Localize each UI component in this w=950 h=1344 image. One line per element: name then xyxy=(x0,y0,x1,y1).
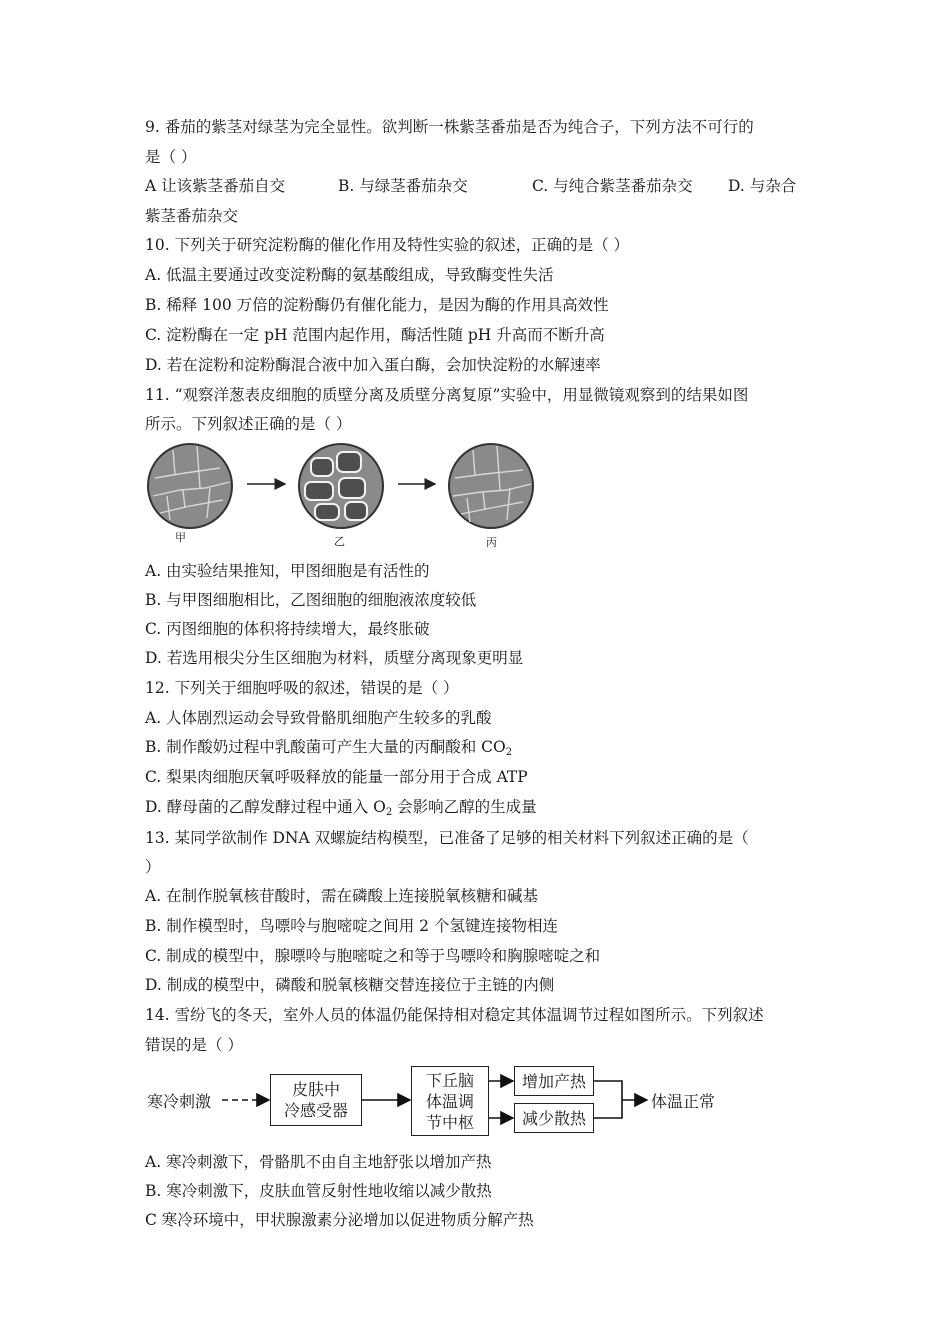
q10-option-b: B. 稀释 100 万倍的淀粉酶仍有催化能力，是因为酶的作用具高效性 xyxy=(145,296,609,314)
microscope-figure xyxy=(145,438,545,550)
q13-stem-line2: ） xyxy=(145,858,161,876)
q12-option-d-subscript: 2 xyxy=(385,807,393,818)
q11-option-c: C. 丙图细胞的体积将持续增大，最终胀破 xyxy=(145,620,430,638)
q11-option-b: B. 与甲图细胞相比，乙图细胞的细胞液浓度较低 xyxy=(145,591,477,609)
q12-stem: 12. 下列关于细胞呼吸的叙述，错误的是（ ） xyxy=(145,679,459,697)
q13-option-d: D. 制成的模型中，磷酸和脱氧核糖交替连接位于主链的内侧 xyxy=(145,976,555,994)
q10-option-a: A. 低温主要通过改变淀粉酶的氨基酸组成，导致酶变性失活 xyxy=(145,266,554,284)
figure-label-yi: 乙 xyxy=(334,535,345,548)
q10-option-d: D. 若在淀粉和淀粉酶混合液中加入蛋白酶，会加快淀粉的水解速率 xyxy=(145,356,601,374)
diagram-center-box xyxy=(411,1066,489,1136)
receptor-line1: 皮肤中 xyxy=(291,1080,340,1099)
q14-option-b: B. 寒冷刺激下，皮肤血管反射性地收缩以减少散热 xyxy=(145,1182,492,1200)
q9-option-d: D. 与杂合 xyxy=(728,177,797,195)
diagram-result: 体温正常 xyxy=(651,1092,716,1111)
q9-option-a: A 让该紫茎番茄自交 xyxy=(145,177,286,195)
q14-option-c: C 寒冷环境中，甲状腺激素分泌增加以促进物质分解产热 xyxy=(145,1211,534,1229)
q12-option-d-text: D. 酵母菌的乙醇发酵过程中通入 O xyxy=(145,798,386,816)
q12-option-d-text-end: 会影响乙醇的生成量 xyxy=(392,798,537,816)
q10-stem: 10. 下列关于研究淀粉酶的催化作用及特性实验的叙述，正确的是（ ） xyxy=(145,236,630,254)
q11-option-a: A. 由实验结果推知，甲图细胞是有活性的 xyxy=(145,562,430,580)
cell-yi-view xyxy=(299,444,383,528)
q9-option-d-cont: 紫茎番茄杂交 xyxy=(145,207,239,225)
center-line3: 节中枢 xyxy=(425,1112,474,1132)
q12-option-b xyxy=(145,737,512,763)
q9-stem-line1: 9. 番茄的紫茎对绿茎为完全显性。欲判断一株紫茎番茄是否为纯合子，下列方法不可行的 xyxy=(145,118,754,136)
center-line1: 下丘脑 xyxy=(425,1070,474,1090)
q13-option-a: A. 在制作脱氧核苷酸时，需在磷酸上连接脱氧核糖和碱基 xyxy=(145,887,539,905)
figure-label-bing: 丙 xyxy=(486,536,497,549)
figure-label-jia: 甲 xyxy=(175,531,186,544)
diagram-reduce-loss-box: 减少散热 xyxy=(514,1103,594,1133)
q14-stem-line1: 14. 雪纷飞的冬天，室外人员的体温仍能保持相对稳定其体温调节过程如图所示。下列叙述 xyxy=(145,1006,764,1024)
q12-option-a: A. 人体剧烈运动会导致骨骼肌细胞产生较多的乳酸 xyxy=(145,709,492,727)
q14-stem-line2: 错误的是（ ） xyxy=(145,1036,243,1054)
diagram-cold-stimulus: 寒冷刺激 xyxy=(147,1092,212,1111)
receptor-line2: 冷感受器 xyxy=(283,1101,348,1120)
q9-option-b: B. 与绿茎番茄杂交 xyxy=(338,177,468,195)
q11-option-d: D. 若选用根尖分生区细胞为材料，质壁分离现象更明显 xyxy=(145,649,524,667)
diagram-receptor-box xyxy=(270,1074,362,1126)
q13-option-c: C. 制成的模型中，腺嘌呤与胞嘧啶之和等于鸟嘌呤和胸腺嘧啶之和 xyxy=(145,947,601,965)
q12-option-b-text: B. 制作酸奶过程中乳酸菌可产生大量的丙酮酸和 CO xyxy=(145,738,506,756)
q13-option-b: B. 制作模型时，鸟嘌呤与胞嘧啶之间用 2 个氢键连接物相连 xyxy=(145,917,558,935)
center-line2: 体温调 xyxy=(425,1091,474,1111)
q12-option-d xyxy=(145,797,537,823)
merge-bracket xyxy=(594,1081,622,1118)
cell-jia-view xyxy=(148,444,232,528)
diagram-increase-heat-box: 增加产热 xyxy=(514,1066,594,1096)
q9-stem-line2: 是（ ） xyxy=(145,148,197,166)
cell-bing-view xyxy=(449,444,533,528)
q12-option-c: C. 梨果肉细胞厌氧呼吸释放的能量一部分用于合成 ATP xyxy=(145,768,528,786)
q9-option-c: C. 与纯合紫茎番茄杂交 xyxy=(532,177,693,195)
q11-stem-line1: 11. “观察洋葱表皮细胞的质壁分离及质壁分离复原”实验中，用显微镜观察到的结果如图 xyxy=(145,386,749,404)
q10-option-c: C. 淀粉酶在一定 pH 范围内起作用，酶活性随 pH 升高而不断升高 xyxy=(145,326,605,344)
q13-stem-line1: 13. 某同学欲制作 DNA 双螺旋结构模型，已准备了足够的相关材料下列叙述正确的是（ xyxy=(145,829,749,847)
q12-option-b-subscript: 2 xyxy=(505,747,513,758)
q11-stem-line2: 所示。下列叙述正确的是（ ） xyxy=(145,415,352,433)
q14-option-a: A. 寒冷刺激下，骨骼肌不由自主地舒张以增加产热 xyxy=(145,1153,492,1171)
